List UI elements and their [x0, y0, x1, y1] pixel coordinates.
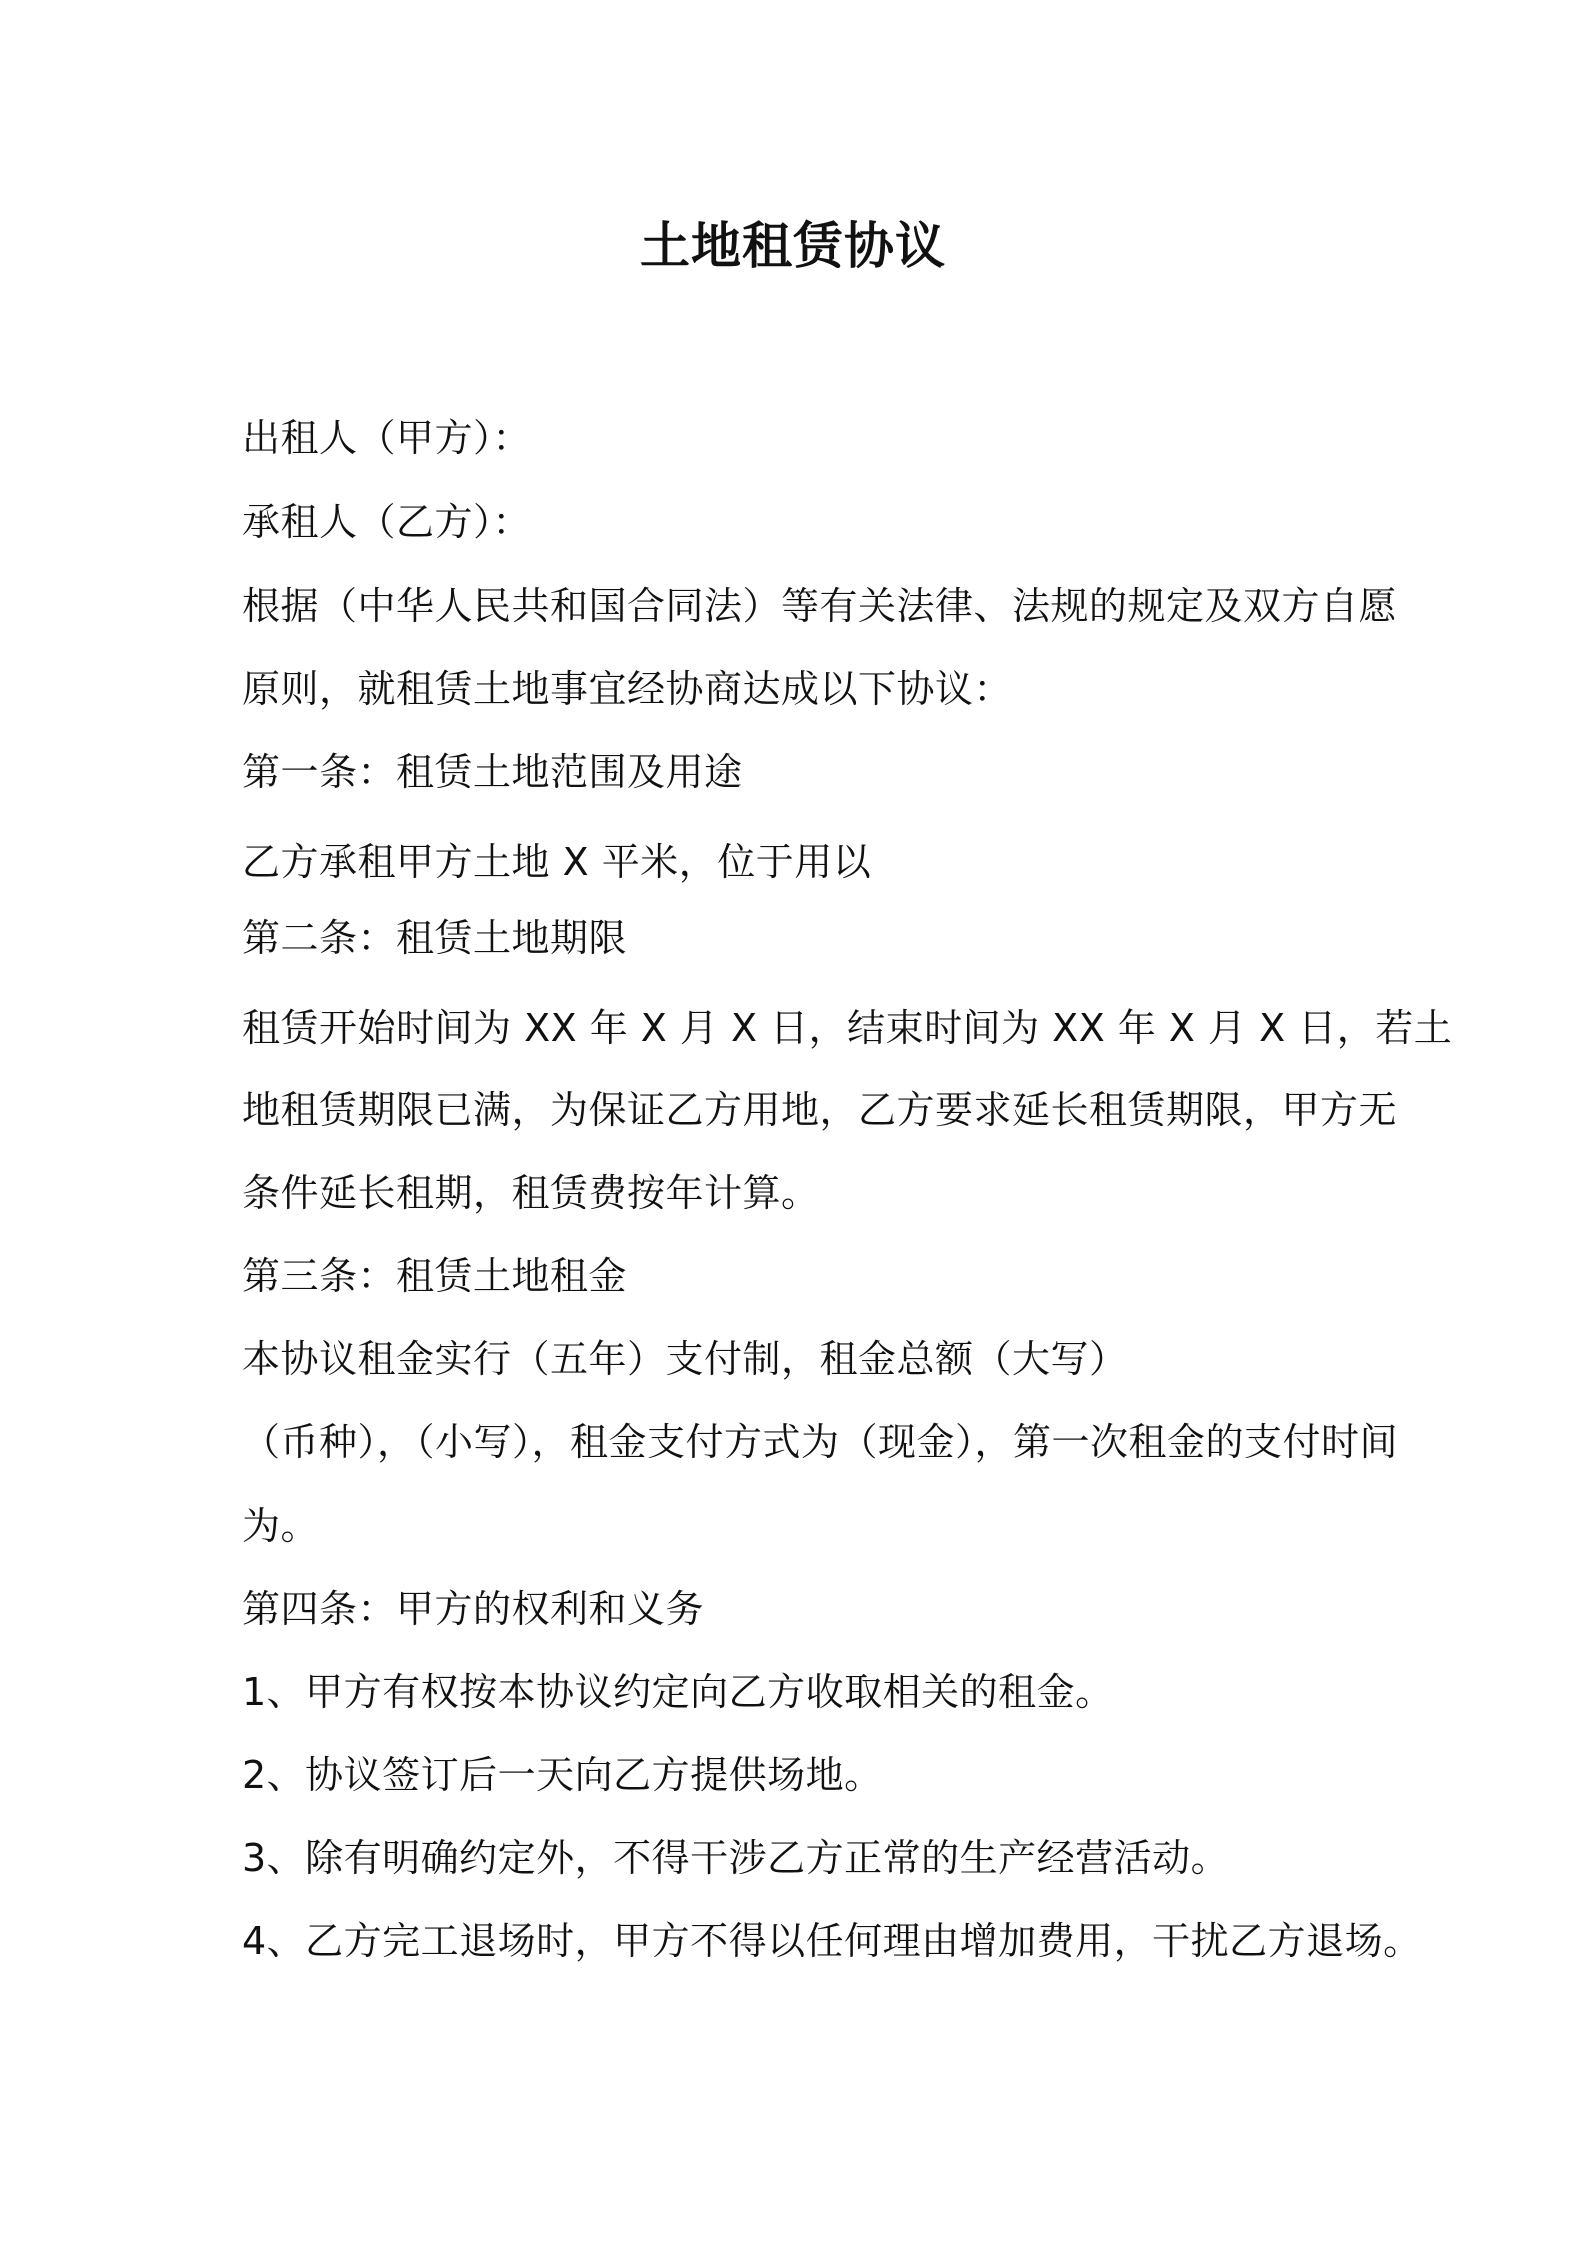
lessee-line: 承租人（乙方）： — [242, 500, 532, 544]
article-4-item-4: 4、乙方完工退场时，甲方不得以任何理由增加费用，干扰乙方退场。 — [242, 1919, 1422, 1963]
article-3-heading: 第三条：租赁土地租金 — [242, 1254, 628, 1298]
article-4-item-2: 2、协议签订后一天向乙方提供场地。 — [242, 1753, 883, 1797]
article-4-heading: 第四条：甲方的权利和义务 — [242, 1587, 705, 1631]
article-1-text: 乙方承租甲方土地 X 平米，位于用以 — [242, 840, 872, 884]
article-3-text-2: （币种），（小写），租金支付方式为（现金），第一次租金的支付时间 — [242, 1420, 1399, 1464]
article-4-item-3: 3、除有明确约定外，不得干涉乙方正常的生产经营活动。 — [242, 1836, 1230, 1880]
article-3-text-3: 为。 — [242, 1504, 320, 1548]
document-title: 土地租赁协议 — [640, 217, 946, 275]
article-1-heading: 第一条：租赁土地范围及用途 — [242, 750, 743, 794]
article-2-text-1: 租赁开始时间为 XX 年 X 月 X 日，结束时间为 XX 年 X 月 X 日，若土 — [242, 1006, 1453, 1050]
article-2-heading: 第二条：租赁土地期限 — [242, 916, 628, 960]
preamble-line-1: 根据（中华人民共和国合同法）等有关法律、法规的规定及双方自愿 — [242, 584, 1398, 628]
article-2-text-3: 条件延长租期，租赁费按年计算。 — [242, 1171, 820, 1215]
article-4-item-1: 1、甲方有权按本协议约定向乙方收取相关的租金。 — [242, 1670, 1114, 1714]
preamble-line-2: 原则，就租赁土地事宜经协商达成以下协议： — [242, 667, 1013, 711]
lessor-line: 出租人（甲方）： — [242, 416, 532, 460]
article-3-text-1: 本协议租金实行（五年）支付制，租金总额（大写） — [242, 1337, 1128, 1381]
article-2-text-2: 地租赁期限已满，为保证乙方用地，乙方要求延长租赁期限，甲方无 — [242, 1088, 1398, 1132]
